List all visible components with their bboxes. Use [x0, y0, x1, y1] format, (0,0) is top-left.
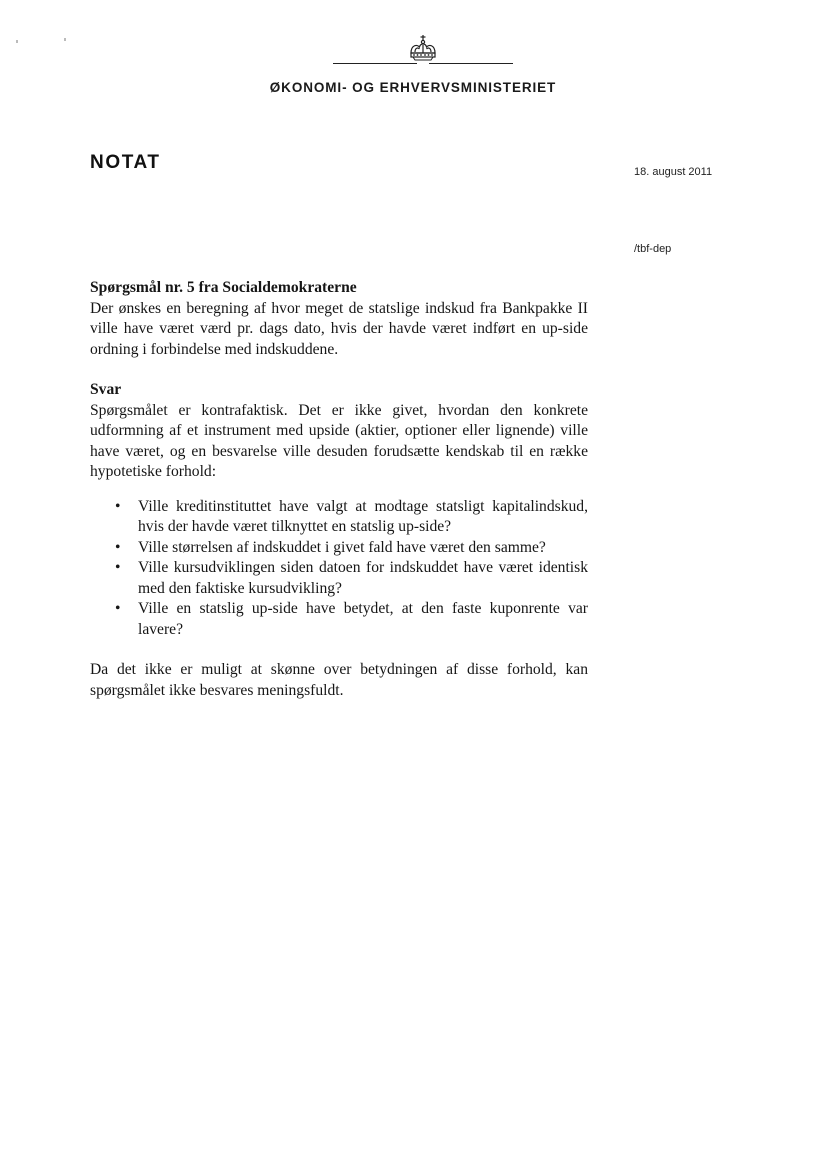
crown-emblem-icon: [406, 34, 440, 64]
document-date: 18. august 2011: [634, 166, 713, 178]
scan-speck: [64, 38, 66, 41]
bullet-icon: •: [115, 600, 121, 617]
hypothetical-list: [90, 497, 588, 641]
scan-speck: [16, 40, 18, 43]
bullet-icon: •: [115, 538, 121, 556]
bullet-icon: •: [115, 497, 121, 515]
document-body: [90, 278, 588, 701]
list-item: [90, 558, 588, 599]
list-item-text: Ville størrelsen af indskuddet i givet fald have været den samme?: [138, 538, 546, 556]
answer-conclusion: Da det ikke er muligt at skønne over betydningen af disse forhold, kan spørgsmålet ikke besvares meningsfuldt.: [90, 661, 588, 699]
header-rule-right: [429, 63, 513, 64]
list-item: [90, 599, 588, 640]
list-item-text: Ville en statslig up-side have betydet, at den faste kuponrente var lavere?: [138, 600, 588, 638]
question-text: Der ønskes en beregning af hvor meget de statslige indskud fra Bankpakke II ville have været værd pr. dags dato, hvis der havde været indført en up-side ordning i forbindelse med indskuddene.: [90, 299, 588, 358]
document-type-label: NOTAT: [90, 152, 161, 173]
header-rule-left: [333, 63, 417, 64]
ministry-name: ØKONOMI- OG ERHVERVSMINISTERIET: [269, 80, 557, 95]
bullet-icon: •: [115, 559, 121, 576]
answer-heading: Svar: [90, 381, 122, 398]
question-heading: Spørgsmål nr. 5 fra Socialdemokraterne: [90, 279, 357, 296]
document-reference: /tbf-dep: [634, 243, 672, 255]
list-item-text: Ville kursudviklingen siden datoen for indskuddet have været identisk med den faktiske kursudvikling?: [138, 559, 588, 597]
list-item: [90, 538, 588, 559]
answer-intro: Spørgsmålet er kontrafaktisk. Det er ikke givet, hvordan den konkrete udformning af et instrument med upside (aktier, optioner eller lignende) ville have været, og en besvarelse ville desuden forudsætte kendskab til en række hypotetiske forhold:: [90, 401, 588, 480]
list-item-text: Ville kreditinstituttet have valgt at modtage statsligt kapitalindskud, hvis der havde været tilknyttet en statslig up-side?: [138, 497, 588, 535]
list-item: [90, 497, 588, 538]
